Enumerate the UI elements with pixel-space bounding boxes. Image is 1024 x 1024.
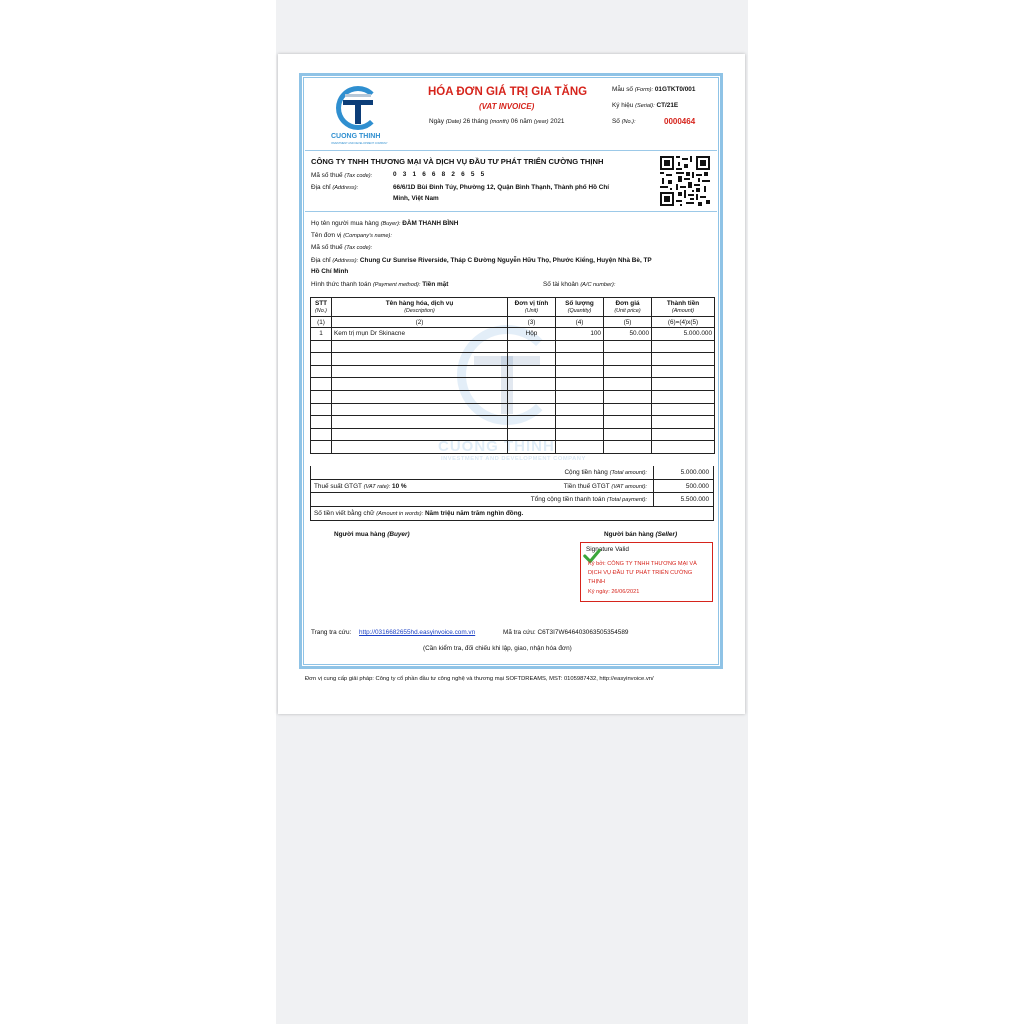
- logo-t-stem-icon: [355, 100, 361, 124]
- row-amount: 5.000.000: [652, 328, 715, 341]
- numbering-cell: (4): [556, 317, 604, 328]
- table-header-row: [311, 298, 715, 317]
- logo-tagline: INVESTMENT AND DEVELOPMENT COMPANY: [331, 142, 388, 145]
- verification-note: (Cần kiểm tra, đối chiếu khi lập, giao, nhận hóa đơn): [423, 645, 572, 652]
- row-unit-price: 50.000: [604, 328, 652, 341]
- subtotal-value: 5.000.000: [680, 469, 709, 476]
- signed-date: Ký ngày: 26/06/2021: [588, 589, 640, 595]
- row-unit: Hộp: [508, 328, 556, 341]
- form-number: Mẫu số (Form): 01GTKT0/001: [612, 86, 696, 93]
- buyer-company: Tên đơn vị (Company's name):: [311, 232, 392, 239]
- empty-row: [311, 340, 715, 353]
- amount-in-words-row: Số tiền viết bằng chữ (Amount in words): Năm triệu năm trăm nghìn đồng.: [310, 507, 714, 521]
- seller-address-line1: 66/6/1D Bùi Đình Túy, Phường 12, Quận Bình Thạnh, Thành phố Hồ Chí: [393, 184, 610, 191]
- seller-divider: [305, 211, 717, 212]
- signed-by-line1: Ký bởi: CÔNG TY TNHH THƯƠNG MẠI VÀ: [588, 561, 697, 567]
- lookup-code: Mã tra cứu: C6T3I7W646403063505354589: [503, 629, 629, 636]
- qr-code-icon: [660, 156, 710, 206]
- logo-name: CUONG THINH: [331, 133, 381, 140]
- serial-number: Ký hiệu (Serial): CT/21E: [612, 102, 679, 109]
- account-number: Số tài khoản (A/C number):: [543, 281, 616, 288]
- numbering-cell: (2): [332, 317, 508, 328]
- table-numbering-row: [311, 317, 715, 328]
- seller-tax-value: 0 3 1 6 6 8 2 6 5 5: [393, 171, 487, 178]
- signed-by-line3: THỊNH: [588, 579, 606, 585]
- buyer-signature-label: Người mua hàng (Buyer): [334, 531, 410, 538]
- signature-valid-text: Signature Valid: [586, 546, 629, 553]
- empty-row: [311, 416, 715, 429]
- header-description: Tên hàng hóa, dịch vụ (Description): [332, 298, 508, 317]
- buyer-name: Họ tên người mua hàng (Buyer): ĐÀM THANH BÌNH: [311, 220, 459, 227]
- buyer-tax: Mã số thuế (Tax code):: [311, 244, 373, 251]
- header-quantity: Số lượng (Quantity): [556, 298, 604, 317]
- seller-tax-label: Mã số thuế (Tax code):: [311, 172, 373, 179]
- total-value: 5.500.000: [680, 496, 709, 503]
- subtotal-row: Cộng tiền hàng (Total amount): 5.000.000: [310, 466, 714, 480]
- logo-wing-icon: [345, 94, 371, 97]
- invoice-number-value: 0000464: [664, 117, 696, 126]
- row-description: Kem trị mụn Dr Skinacne: [332, 328, 508, 341]
- invoice-number: Số (No.):: [612, 118, 636, 125]
- header-divider: [305, 150, 717, 151]
- header-unit-price: Đơn giá (Unit price): [604, 298, 652, 317]
- total-row: Tổng cộng tiền thanh toán (Total payment): 5.500.000: [310, 493, 714, 507]
- items-table: [310, 297, 715, 454]
- watermark-name: CUONG THINH: [438, 438, 555, 455]
- buyer-address-line2: Hồ Chí Minh: [311, 268, 349, 275]
- vat-row: Thuế suất GTGT (VAT rate): 10 % Tiền thuế GTGT (VAT amount): 500.000: [310, 480, 714, 494]
- empty-row: [311, 390, 715, 403]
- payment-method: Hình thức thanh toán (Payment method): Tiền mặt: [311, 281, 449, 288]
- empty-row: [311, 403, 715, 416]
- header-no: STT (No.): [311, 298, 332, 317]
- watermark-tagline: INVESTMENT AND DEVELOPMENT COMPANY: [441, 456, 586, 462]
- empty-row: [311, 353, 715, 366]
- table-row: [311, 328, 715, 341]
- provider-footer: Đơn vị cung cấp giải pháp: Công ty cổ phần đầu tư công nghệ và thương mại SOFTDREAMS, MST: 0105987432, http://easyinvoice.vn/: [305, 676, 654, 682]
- buyer-address: Địa chỉ (Address): Chung Cư Sunrise Riverside, Tháp C Đường Nguyễn Hữu Thọ, Phước Kiểng, Huyện Nhà Bè, TP: [311, 257, 652, 264]
- empty-row: [311, 365, 715, 378]
- numbering-cell: (1): [311, 317, 332, 328]
- row-no: 1: [311, 328, 332, 341]
- header-unit: Đơn vị tính (Unit): [508, 298, 556, 317]
- numbering-cell: (3): [508, 317, 556, 328]
- vat-amount-value: 500.000: [685, 482, 709, 490]
- numbering-cell: (5): [604, 317, 652, 328]
- row-quantity: 100: [556, 328, 604, 341]
- empty-row: [311, 428, 715, 441]
- signed-by-line2: DỊCH VỤ ĐẦU TƯ PHÁT TRIỂN CƯỜNG: [588, 570, 693, 576]
- empty-row: [311, 378, 715, 391]
- lookup-link[interactable]: http://0316682655hd.easyinvoice.com.vn: [359, 629, 476, 636]
- seller-address-line2: Minh, Việt Nam: [393, 195, 439, 202]
- amount-in-words: Năm triệu năm trăm nghìn đồng.: [424, 509, 524, 517]
- lookup-label: Trang tra cứu:: [311, 629, 352, 636]
- empty-row: [311, 441, 715, 454]
- header-amount: Thành tiền (Amount): [652, 298, 715, 317]
- numbering-cell: (6)=(4)x(5): [652, 317, 715, 328]
- seller-address-label: Địa chỉ (Address):: [311, 184, 359, 191]
- vat-rate-value: 10 %: [392, 482, 407, 490]
- seller-signature-label: Người bán hàng (Seller): [604, 531, 678, 538]
- seller-company: CÔNG TY TNHH THƯƠNG MẠI VÀ DỊCH VỤ ĐẦU TƯ PHÁT TRIỂN CƯỜNG THỊNH: [311, 157, 604, 166]
- invoice-subtitle: (VAT INVOICE): [479, 102, 535, 111]
- invoice-date: Ngày (Date) 26 tháng (month) 06 năm (year) 2021: [429, 118, 565, 125]
- invoice-title: HÓA ĐƠN GIÁ TRỊ GIA TĂNG: [428, 86, 588, 98]
